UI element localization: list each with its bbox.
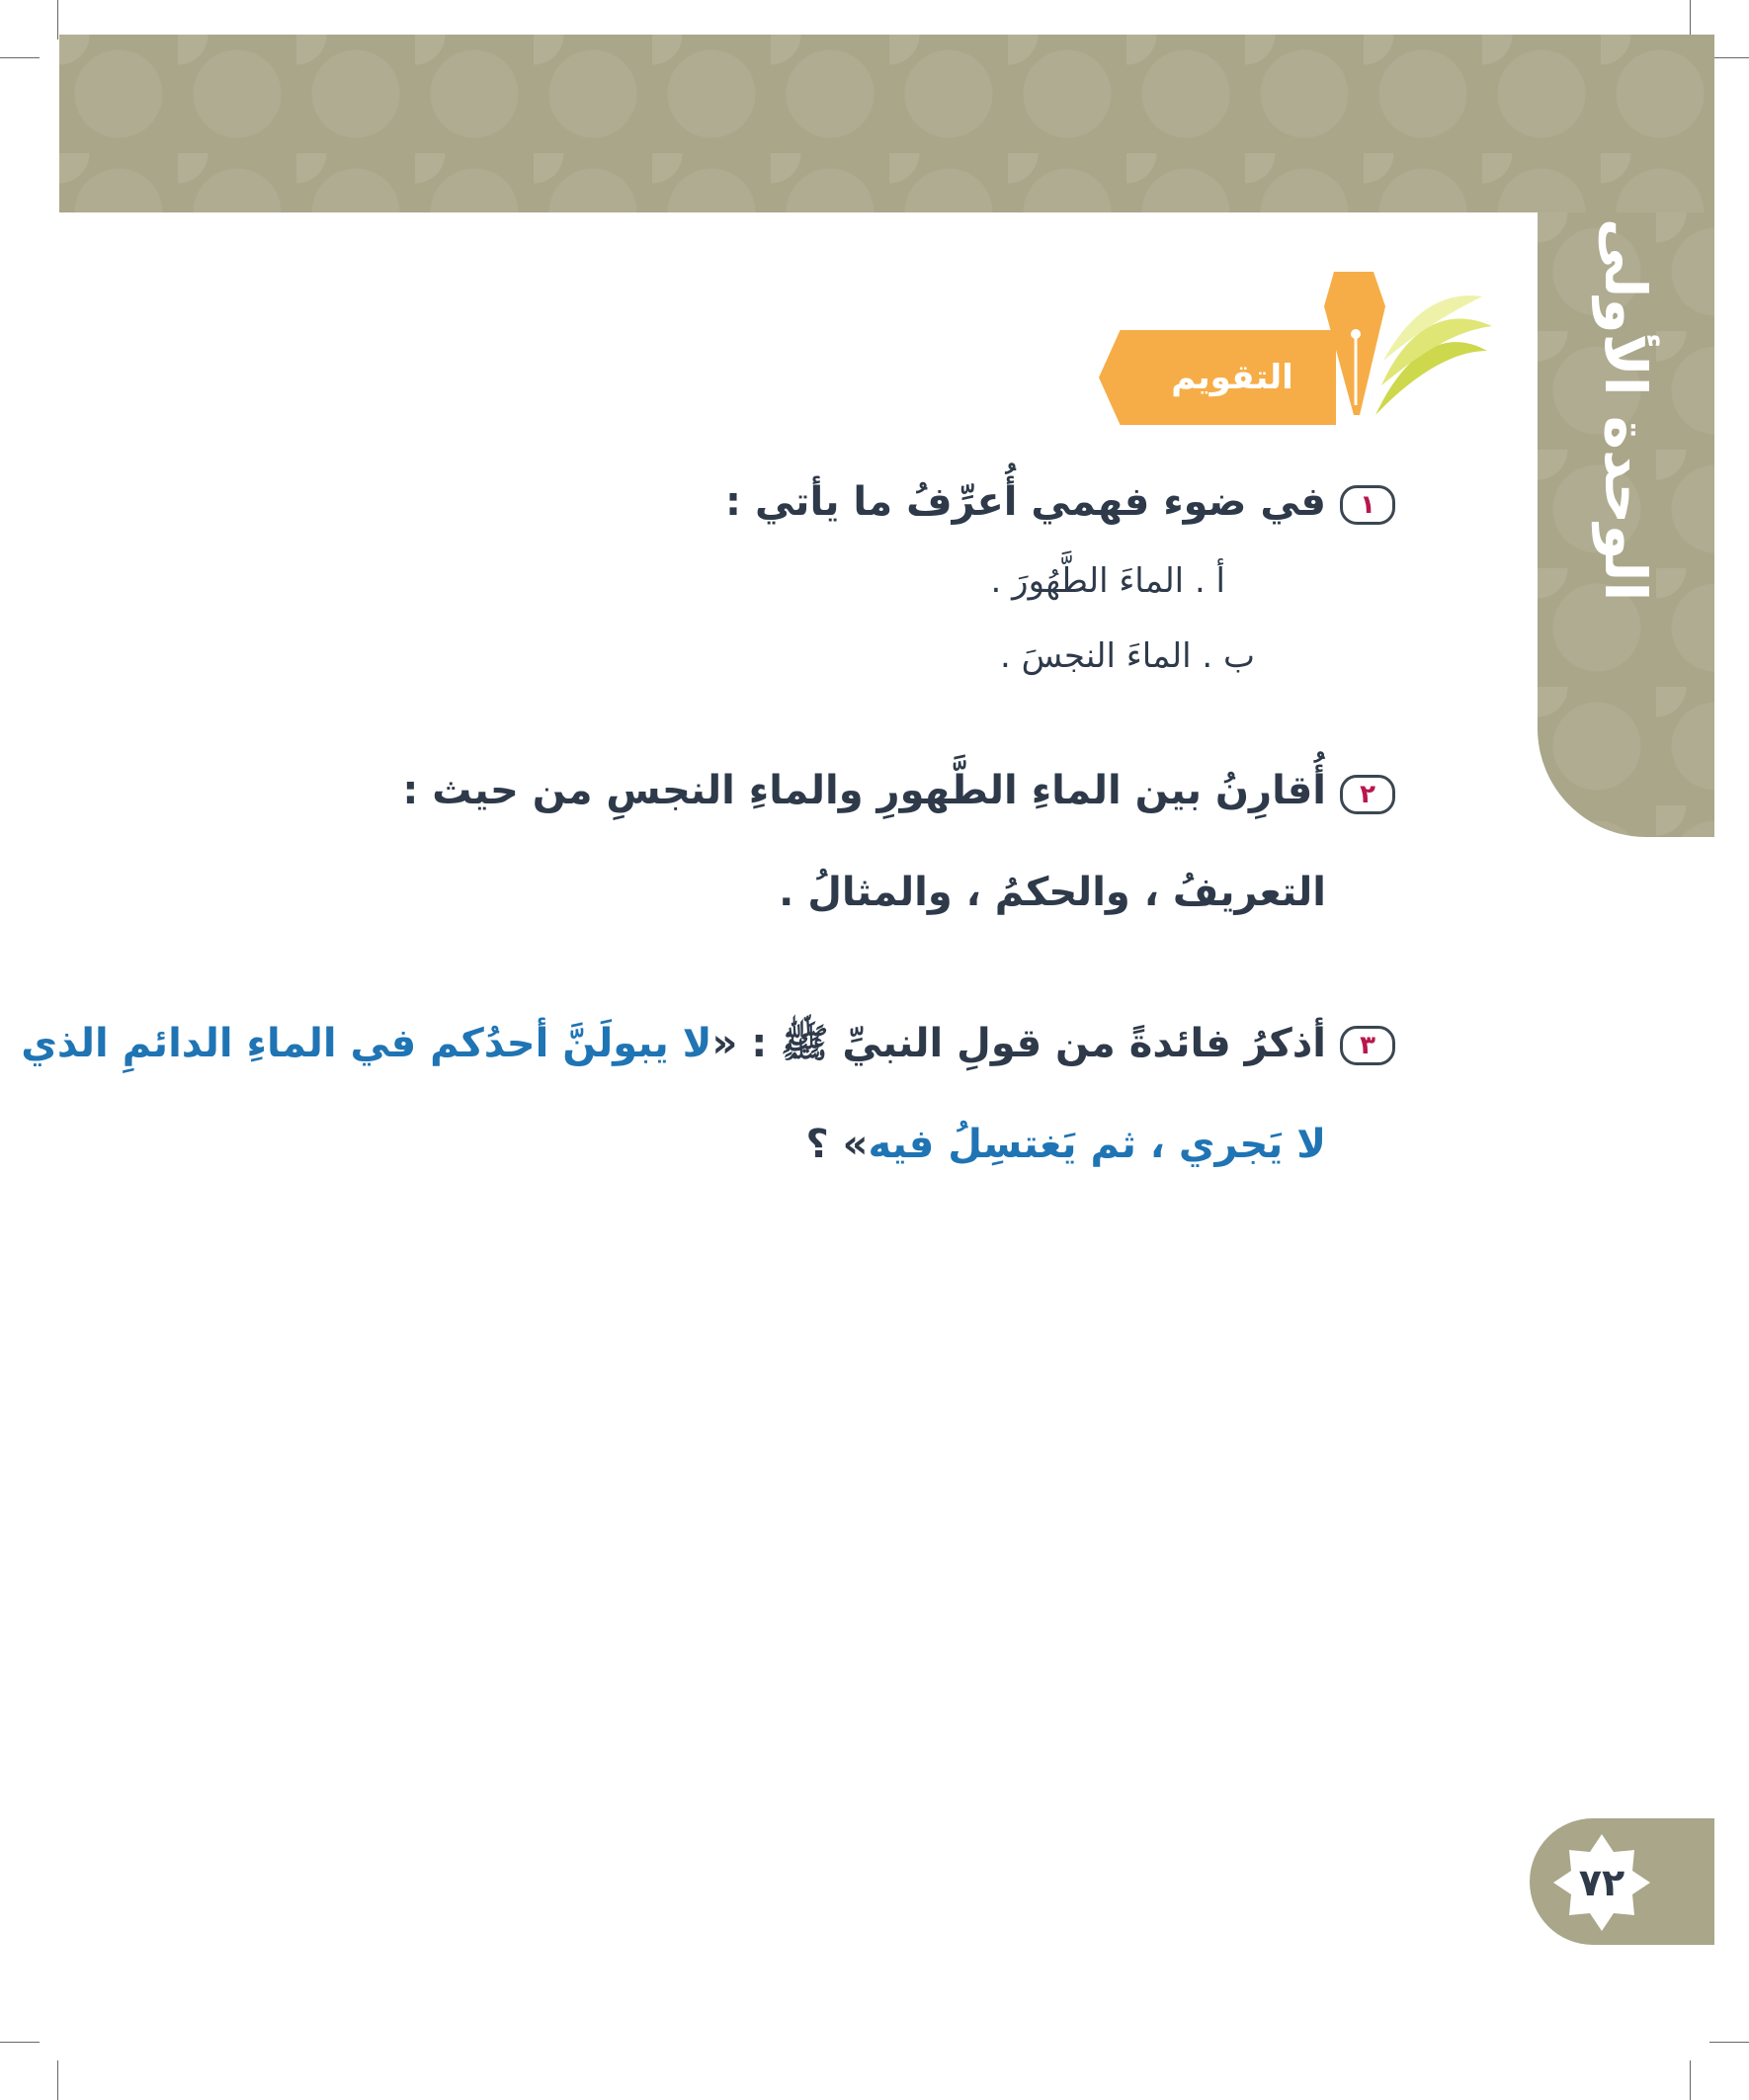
question-3-line-2 xyxy=(806,1115,1326,1174)
question-3-prefix: أذكرُ فائدةً من قولِ النبيِّ ﷺ : « xyxy=(711,1021,1326,1066)
crop-mark xyxy=(57,2060,58,2100)
crop-mark xyxy=(57,0,58,40)
crop-mark xyxy=(1690,2060,1691,2100)
question-1-text: في ضوء فهمي أُعرِّفُ ما يأتي : xyxy=(725,479,1326,525)
question-3-line-1 xyxy=(21,1014,1326,1073)
question-1-item-b: ب . الماءَ النجسَ . xyxy=(999,636,1255,676)
crop-mark xyxy=(1690,0,1691,40)
crop-mark xyxy=(1709,2042,1749,2043)
crop-mark xyxy=(0,57,40,58)
question-number-badge: ١ xyxy=(1340,485,1395,525)
hadith-text-line-2: لا يَجري ، ثم يَغتسِلُ فيه xyxy=(868,1122,1326,1167)
pen-book-icon xyxy=(1304,267,1502,430)
question-number-badge: ٢ xyxy=(1340,775,1395,814)
hadith-text-line-1: لا يبولَنَّ أحدُكم في الماءِ الدائمِ الذي xyxy=(21,1021,712,1066)
page-number: ٧٢ xyxy=(1578,1861,1625,1904)
question-3-suffix: » ؟ xyxy=(805,1122,869,1167)
question-2-line-2: التعريفُ ، والحكمُ ، والمثالُ . xyxy=(779,870,1326,915)
section-label: التقويم xyxy=(1171,358,1293,397)
question-1-item-a: أ . الماءَ الطَّهُورَ . xyxy=(990,561,1225,601)
question-number-badge: ٣ xyxy=(1340,1026,1395,1065)
question-2-line-1: أُقارِنُ بين الماءِ الطَّهورِ والماءِ النجسِ من حيث : xyxy=(402,768,1326,813)
crop-mark xyxy=(1709,57,1749,58)
unit-title: الوحدة الأولى xyxy=(1592,218,1659,602)
header-pattern-band xyxy=(59,35,1714,212)
crop-mark xyxy=(0,2042,40,2043)
